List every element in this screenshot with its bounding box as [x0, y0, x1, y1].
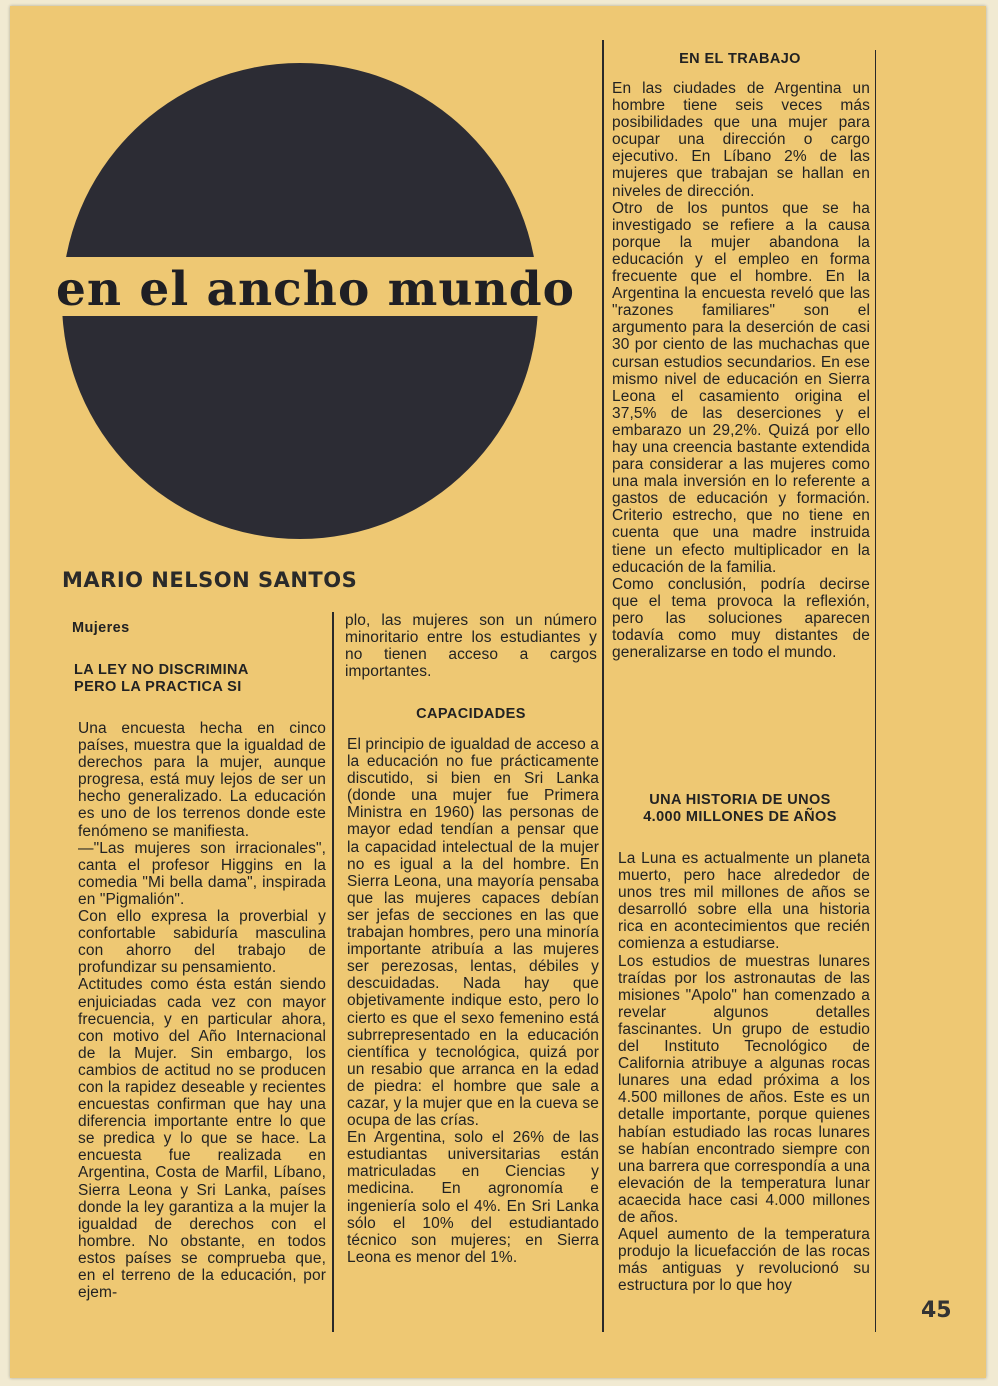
section-heading-capacidades: CAPACIDADES [416, 706, 526, 722]
page-title: en el ancho mundo [56, 262, 575, 317]
column-divider [602, 40, 604, 1332]
column-divider [332, 612, 334, 1332]
body-text: La Luna es actualmente un planeta muerto, pero hace alrededor de unos tres mil millones de años se desarrolló sobre ella una historia rica en acontecimientos que recién comienza a estudiarse. Los estudios de muestras lunares traídas por los astronautas de las misiones "Apolo" han comenzado a revelar algunos detalles fascinantes. Un grupo de estudio del Instituto Tecnológico de California atribuye a algunas rocas lunares una edad próxima a los 4.500 millones de años. Este es un detalle importante, porque quienes habían estudiado las rocas lunares se habían encontrado siempre con una barrera que correspondía a una elevación de la temperatura lunar acaecida hace casi 4.000 millones de años. Aquel aumento de la temperatura produjo la licuefacción de las rocas más antiguas y revolucionó su estructura por lo que hoy [618, 850, 870, 1295]
article-body-col3-part2 [618, 850, 870, 1294]
article-heading-line: PERO LA PRACTICA SI [74, 679, 242, 695]
article-heading-line: LA LEY NO DISCRIMINA [74, 662, 249, 678]
body-text: Una encuesta hecha en cinco países, muestra que la igualdad de derechos para la mujer, aunque progresa, está muy lejos de ser un hecho generalizado. La educación es uno de los terrenos donde este fenómeno se manifiesta. —"Las mujeres son irracionales", canta el profesor Higgins en la comedia "Mi bella dama", inspirada en "Pigmalión". Con ello expresa la proverbial y confortable sabiduría masculina con ahorro del trabajo de profundizar su pensamiento. Actitudes como ésta están siendo enjuiciadas cada vez con mayor frecuencia, y en particular ahora, con motivo del Año Internacional de la Mujer. Sin embargo, los cambios de actitud no se producen con la rapidez deseable y recientes encuestas confirman que hay una diferencia importante entre lo que se predica y lo que se hace. La encuesta fue realizada en Argentina, Costa de Marfil, Líbano, Sierra Leona y Sri Lanka, países donde la ley garantiza a la mujer la igualdad de derechos con el hombre. No obstante, en todos estos países se comprueba que, en el terreno de la educación, por ejem- [78, 720, 326, 1302]
page-number: 45 [921, 1298, 952, 1323]
article-heading [74, 662, 249, 696]
body-text: plo, las mujeres son un número minoritario entre los estudiantes y no tienen acceso a cargos importantes. [345, 612, 597, 681]
body-text: En las ciudades de Argentina un hombre tiene seis veces más posibilidades que una mujer para ocupar una dirección o cargo ejecutivo. En Líbano 2% de las mujeres que trabajan se hallan en niveles de dirección. Otro de los puntos que se ha investigado se refiere a la causa porque la mujer abandona la educación y el empleo en forma frecuente que el hombre. En la Argentina la encuesta reveló que las "razones familiares" son el argumento para la deserción de casi 30 por ciento de las muchachas que cursan estudios secundarios. En ese mismo nivel de educación en Sierra Leona el casamiento origina el 37,5% de las deserciones y el embarazo un 29,2%. Quizá por ello hay una creencia bastante extendida para considerar a las mujeres como una mala inversión en lo referente a gastos de educación y formación. Criterio estrecho, que no tiene en cuenta que una madre instruida tiene un efecto multiplicador en la educación de la familia. Como conclusión, podría decirse que el tema provoca la reflexión, pero las soluciones aparecen todavía como muy distantes de generalizarse en todo el mundo. [612, 80, 870, 662]
article-body-col3-part1 [612, 80, 870, 661]
column-divider [875, 50, 876, 1332]
section-heading-trabajo: EN EL TRABAJO [679, 51, 801, 67]
body-text: El principio de igualdad de acceso a la educación no fue prácticamente discutido, si bien en Sri Lanka (donde una mujer fue Primera Ministra en 1960) las personas de mayor edad tendían a pensar que la capacidad intelectual de la mujer no es igual a la del hombre. En Sierra Leona, una mayoría pensaba que las mujeres capaces debían ser jefas de secciones en las que trabajan hombres, pero una minoría importante atribuía a las mujeres ser perezosas, lentas, débiles y descuidadas. Nada hay que objetivamente indique esto, pero lo cierto es que el sexo femenino está subrrepresentado en la educación científica y tecnológica, quizá por un resabio que arranca en la edad de piedra: el hombre que sale a cazar, y la mujer que en la cueva se ocupa de las crías. En Argentina, solo el 26% de las estudiantas universitarias están matriculadas en Ciencias y medicina. En agronomía e ingeniería solo el 4%. En Sri Lanka sólo el 10% del estudiantado técnico son mujeres; en Sierra Leona es menor del 1%. [347, 736, 599, 1266]
article-heading-historia [614, 792, 866, 826]
author-byline: MARIO NELSON SANTOS [62, 568, 358, 592]
article-body-col2-intro [345, 612, 597, 680]
article-body-col2 [347, 736, 599, 1266]
section-label: Mujeres [72, 620, 130, 636]
article-heading-line: 4.000 MILLONES DE AÑOS [643, 809, 837, 825]
article-heading-line: UNA HISTORIA DE UNOS [649, 792, 831, 808]
article-body-col1 [78, 720, 326, 1301]
